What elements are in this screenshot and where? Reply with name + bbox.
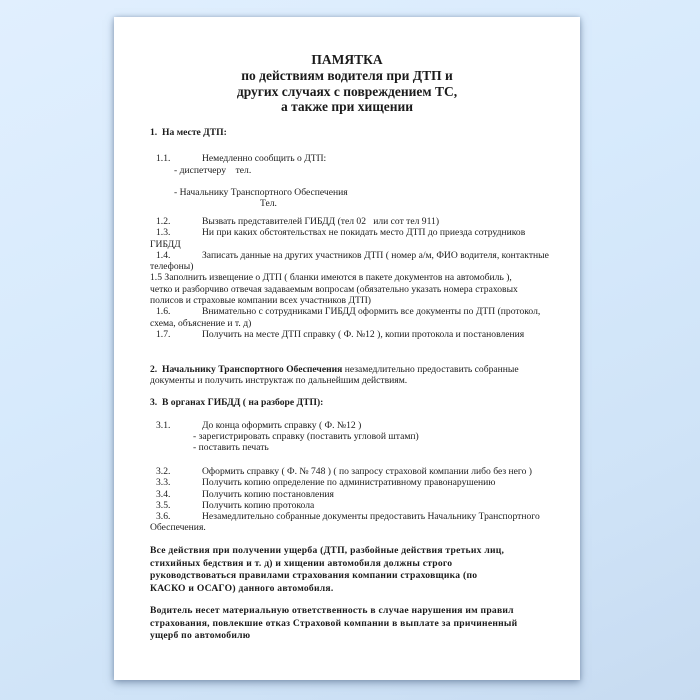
item-3-1	[150, 420, 538, 431]
item-1-3	[150, 227, 538, 238]
item-1-7-text: Получить на месте ДТП справку ( Ф. №12 ), копии протокола и постановления	[202, 328, 525, 340]
item-1-1-text: Немедленно сообщить о ДТП:	[202, 153, 327, 164]
insurance-rules-line-3: руководствоваться правилами страхования компании страховщика (по	[150, 570, 478, 582]
item-1-3-continuation: ГИБДД	[150, 238, 181, 250]
driver-liability-line-1: Водитель несет материальную ответственность в случае нарушения им правил	[150, 605, 514, 616]
section-2-line-2: документы и получить инструктаж по дальнейшим действиям.	[150, 375, 408, 387]
item-1-3-text: Ни при каких обстоятельствах не покидать место ДТП до приезда сотрудников	[202, 227, 526, 239]
section-3-items	[150, 466, 538, 534]
item-1-1	[150, 153, 538, 164]
item-1-6-continuation: схема, объяснение и т. д)	[150, 317, 252, 329]
item-3-3-text: Получить копию определение по административному правонарушению	[202, 477, 496, 489]
item-1-2-text: Вызвать представителей ГИБДД (тел 02 или сот тел 911)	[202, 216, 440, 227]
driver-liability-line-2: страхования, повлекшие отказ Страховой компании в выплате за причиненный	[150, 617, 518, 629]
item-3-4-number: 3.4.	[156, 488, 171, 500]
item-1-5-continuation-2: полисов и страховые компании всех участников ДТП)	[150, 295, 371, 307]
item-3-3	[150, 477, 538, 488]
item-1-2	[150, 216, 538, 227]
dash-chief-line: - Начальнику Транспортного Обеспечения	[174, 187, 348, 198]
dash-dispatcher-line: - диспетчеру тел.	[174, 165, 252, 176]
item-3-5	[150, 500, 538, 511]
insurance-rules-line-1: Все действия при получении ущерба (ДТП, разбойные действия третьих лиц,	[150, 545, 505, 556]
item-3-6-number: 3.6.	[156, 511, 171, 523]
item-1-5: 1.5 Заполнить извещение о ДТП ( бланки имеются в пакете документов на автомобиль ),	[150, 272, 512, 284]
item-1-6	[150, 306, 541, 318]
item-1-7-number: 1.7.	[156, 328, 171, 340]
item-1-6-text: Внимательно с сотрудниками ГИБДД оформить все документы по ДТП (протокол,	[202, 306, 541, 318]
memo-title-line-4: а также при хищении	[280, 99, 414, 115]
memo-title-line-1: ПАМЯТКА	[311, 52, 383, 67]
item-3-3-number: 3.3.	[156, 477, 171, 489]
item-3-1-text: До конца оформить справку ( Ф. №12 )	[202, 420, 362, 431]
item-3-4	[150, 489, 538, 500]
item-3-4-text: Получить копию постановления	[202, 488, 334, 500]
item-3-2-number: 3.2.	[156, 466, 171, 477]
memo-title-line-3: других случаях с повреждением ТС,	[236, 83, 458, 99]
item-3-5-number: 3.5.	[156, 499, 171, 511]
memo-title	[114, 52, 580, 115]
dash-stamp-line: - поставить печать	[193, 442, 269, 453]
document-page	[114, 17, 580, 680]
item-1-4	[150, 249, 549, 261]
section-2-line-1	[150, 364, 538, 375]
driver-liability-paragraph	[150, 605, 538, 643]
item-1-6-number: 1.6.	[156, 306, 171, 318]
item-1-1-number: 1.1.	[156, 153, 171, 164]
item-1-2-number: 1.2.	[156, 216, 171, 227]
memo-title-line-2: по действиям водителя при ДТП и	[241, 67, 453, 83]
section-1-items	[150, 216, 549, 340]
section-2-paragraph	[150, 364, 538, 387]
driver-liability-line-3: ущерб по автомобилю	[150, 630, 251, 642]
item-3-1-number: 3.1.	[156, 420, 171, 431]
item-3-6-continuation: Обеспечения.	[150, 522, 206, 534]
item-3-6-text: Незамедлительно собранные документы предоставить Начальнику Транспортного	[202, 511, 540, 523]
item-3-6	[150, 511, 538, 522]
insurance-rules-line-4: КАСКО и ОСАГО) данного автомобиля.	[150, 583, 334, 595]
item-1-7	[150, 329, 538, 340]
insurance-rules-line-2: стихийных бедствия и т. д) и хищении автомобиля должны строго	[150, 557, 453, 569]
section-1-heading: 1. На месте ДТП:	[150, 127, 227, 138]
section-3-heading: 3. В органах ГИБДД ( на разборе ДТП):	[150, 397, 324, 408]
item-3-5-text: Получить копию протокола	[202, 499, 315, 511]
item-3-2-text: Оформить справку ( Ф. № 748 ) ( по запросу страховой компании либо без него )	[202, 466, 532, 477]
item-1-4-continuation: телефоны)	[150, 261, 194, 273]
insurance-rules-paragraph	[150, 545, 538, 596]
tel-line: Тел.	[260, 198, 277, 209]
item-1-3-number: 1.3.	[156, 227, 171, 239]
item-1-5-continuation-1: четко и разборчиво отвечая задаваемым вопросам (обязательно указать номера страховых	[150, 283, 518, 295]
section-2-lead-rest: незамедлительно предоставить собранные	[342, 364, 519, 375]
item-1-4-text: Записать данные на других участников ДТП ( номер а/м, ФИО водителя, контактные	[202, 249, 549, 261]
item-1-4-number: 1.4.	[156, 249, 171, 261]
section-2-heading: 2. Начальнику Транспортного Обеспечения	[150, 364, 343, 375]
dash-register-line: - зарегистрировать справку (поставить угловой штамп)	[193, 431, 419, 442]
item-3-2	[150, 466, 538, 477]
